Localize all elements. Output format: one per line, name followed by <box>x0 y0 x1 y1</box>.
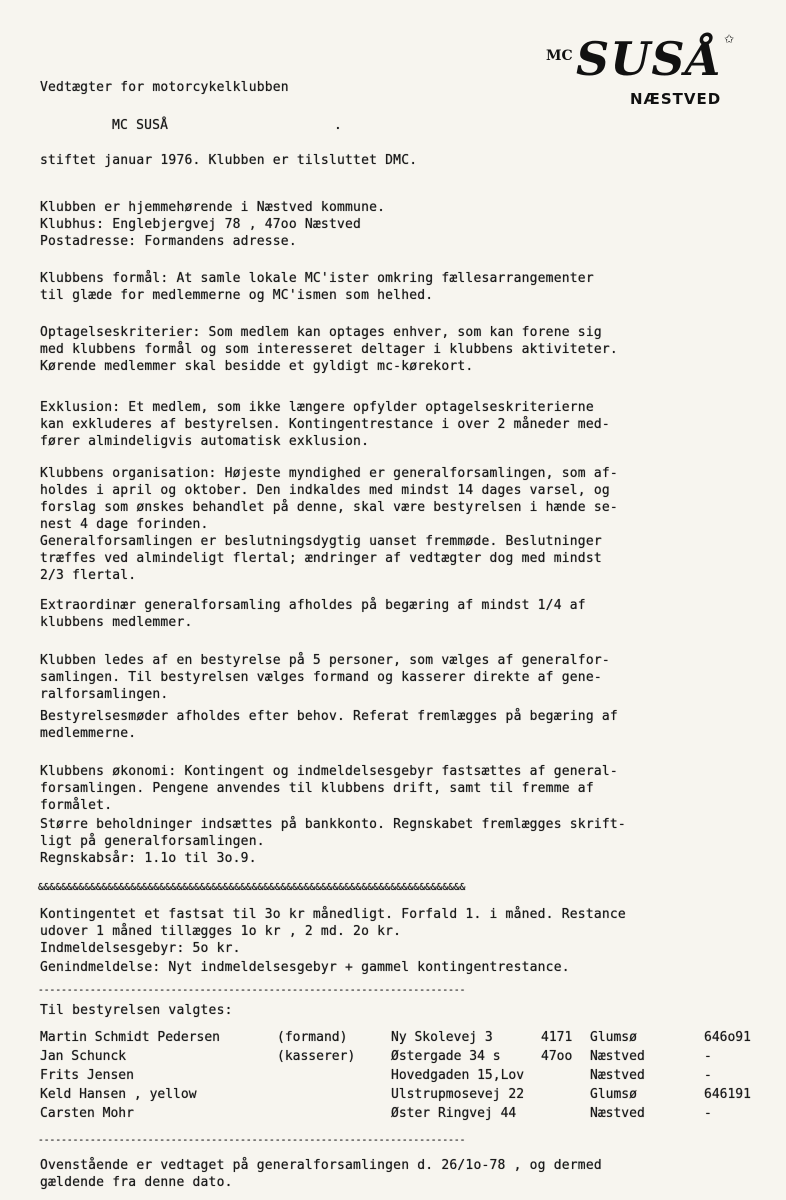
board-line-2: samlingen. Til bestyrelsen vælges formand og kasserer direkte af gene- <box>40 670 602 685</box>
member-city: Næstved <box>590 1106 645 1121</box>
organisation-line-7: 2/3 flertal. <box>40 568 137 583</box>
dash-separator-bottom: -------------------------------------------------------------------------- <box>38 1135 466 1146</box>
organisation-line-9: klubbens medlemmer. <box>40 615 193 630</box>
member-city: Glumsø <box>590 1030 637 1045</box>
member-street: Hovedgaden 15,Lov <box>391 1068 525 1083</box>
ampersand-separator: &&&&&&&&&&&&&&&&&&&&&&&&&&&&&&&&&&&&&&&&&&&&&&&&&&&&&&&&&&&&&&&&&&&&&&&&&& <box>38 882 466 893</box>
member-street: Østergade 34 s <box>391 1049 501 1064</box>
member-street: Ulstrupmosevej 22 <box>391 1087 525 1102</box>
fees-line-1: Kontingentet et fastsat til 3o kr månedligt. Forfald 1. i måned. Restance <box>40 907 626 922</box>
footer-line-2: gældende fra denne dato. <box>40 1175 233 1190</box>
member-row <box>0 1049 786 1065</box>
member-phone: - <box>704 1106 712 1121</box>
organisation-line-8: Extraordinær generalforsamling afholdes på begæring af mindst 1/4 af <box>40 598 586 613</box>
member-role: (formand) <box>277 1030 348 1045</box>
dash-separator-top: -------------------------------------------------------------------------- <box>38 985 466 996</box>
logo-town: NÆSTVED <box>630 90 722 108</box>
member-name: Martin Schmidt Pedersen <box>40 1030 221 1045</box>
admission-line-3: Kørende medlemmer skal besidde et gyldigt mc-kørekort. <box>40 359 474 374</box>
admission-line-2: med klubbens formål og som interesseret deltager i klubbens aktiviteter. <box>40 342 618 357</box>
member-phone: - <box>704 1068 712 1083</box>
member-row <box>0 1087 786 1103</box>
board-heading: Til bestyrelsen valgtes: <box>40 1003 233 1018</box>
fees-line-2: udover 1 måned tillægges 1o kr , 2 md. 2o kr. <box>40 924 402 939</box>
admission-line-1: Optagelseskriterier: Som medlem kan optages enhver, som kan forene sig <box>40 325 602 340</box>
member-name: Jan Schunck <box>40 1049 127 1064</box>
club-name: MC SUSÅ <box>112 118 169 133</box>
footer-line-1: Ovenstående er vedtaget på generalforsamlingen d. 26/1o-78 , og dermed <box>40 1158 602 1173</box>
economy-line-4: Større beholdninger indsættes på bankkonto. Regnskabet fremlægges skrift- <box>40 817 626 832</box>
organisation-line-2: holdes i april og oktober. Den indkaldes med mindst 14 dages varsel, og <box>40 483 610 498</box>
club-name-dot: . <box>334 118 343 133</box>
member-city: Næstved <box>590 1049 645 1064</box>
exclusion-line-1: Exklusion: Et medlem, som ikke længere opfylder optagelseskriterierne <box>40 400 594 415</box>
logo-name: SUSÅ <box>576 32 723 86</box>
club-logo <box>546 32 746 116</box>
star-icon: ✩ <box>724 32 735 46</box>
purpose-line-1: Klubbens formål: At samle lokale MC'ister omkring fællesarrangementer <box>40 271 594 286</box>
home-line-2: Klubhus: Englebjergvej 78 , 47oo Næstved <box>40 217 362 232</box>
board-line-1: Klubben ledes af en bestyrelse på 5 personer, som vælges af generalfor- <box>40 653 610 668</box>
member-name: Frits Jensen <box>40 1068 134 1083</box>
member-phone: 646o91 <box>704 1030 751 1045</box>
organisation-line-4: nest 4 dage forinden. <box>40 517 209 532</box>
home-line-1: Klubben er hjemmehørende i Næstved kommune. <box>40 200 386 215</box>
home-line-3: Postadresse: Formandens adresse. <box>40 234 297 249</box>
organisation-line-1: Klubbens organisation: Højeste myndighed er generalforsamlingen, som af- <box>40 466 618 481</box>
founded-line: stiftet januar 1976. Klubben er tilsluttet DMC. <box>40 153 418 168</box>
member-name: Carsten Mohr <box>40 1106 134 1121</box>
member-phone: 646191 <box>704 1087 751 1102</box>
fees-line-4: Genindmeldelse: Nyt indmeldelsesgebyr + gammel kontingentrestance. <box>40 960 570 975</box>
document-title: Vedtægter for motorcykelklubben <box>40 80 289 95</box>
exclusion-line-2: kan exkluderes af bestyrelsen. Kontingentrestance i over 2 måneder med- <box>40 417 610 432</box>
board-line-4: Bestyrelsesmøder afholdes efter behov. Referat fremlægges på begæring af <box>40 709 618 724</box>
fees-line-3: Indmeldelsesgebyr: 5o kr. <box>40 941 241 956</box>
member-row <box>0 1068 786 1084</box>
exclusion-line-3: fører almindeligvis automatisk exklusion. <box>40 434 370 449</box>
board-line-3: ralforsamlingen. <box>40 687 169 702</box>
member-role: (kasserer) <box>277 1049 356 1064</box>
member-row <box>0 1106 786 1122</box>
organisation-line-6: træffes ved almindeligt flertal; ændringer af vedtægter dog med mindst <box>40 551 602 566</box>
economy-line-2: forsamlingen. Pengene anvendes til klubbens drift, samt til fremme af <box>40 781 594 796</box>
member-street: Ny Skolevej 3 <box>391 1030 493 1045</box>
organisation-line-3: forslag som ønskes behandlet på denne, skal være bestyrelsen i hænde se- <box>40 500 618 515</box>
economy-line-3: formålet. <box>40 798 113 813</box>
organisation-line-5: Generalforsamlingen er beslutningsdygtig uanset fremmøde. Beslutninger <box>40 534 602 549</box>
member-row <box>0 1030 786 1046</box>
member-zip: 4171 <box>541 1030 573 1045</box>
board-line-5: medlemmerne. <box>40 726 137 741</box>
economy-line-6: Regnskabsår: 1.1o til 3o.9. <box>40 851 257 866</box>
member-name: Keld Hansen , yellow <box>40 1087 197 1102</box>
member-zip: 47oo <box>541 1049 573 1064</box>
purpose-line-2: til glæde for medlemmerne og MC'ismen som helhed. <box>40 288 434 303</box>
member-phone: - <box>704 1049 712 1064</box>
member-city: Glumsø <box>590 1087 637 1102</box>
economy-line-1: Klubbens økonomi: Kontingent og indmeldelsesgebyr fastsættes af general- <box>40 764 618 779</box>
member-street: Øster Ringvej 44 <box>391 1106 517 1121</box>
economy-line-5: ligt på generalforsamlingen. <box>40 834 265 849</box>
logo-prefix: MC <box>546 48 573 64</box>
member-city: Næstved <box>590 1068 645 1083</box>
